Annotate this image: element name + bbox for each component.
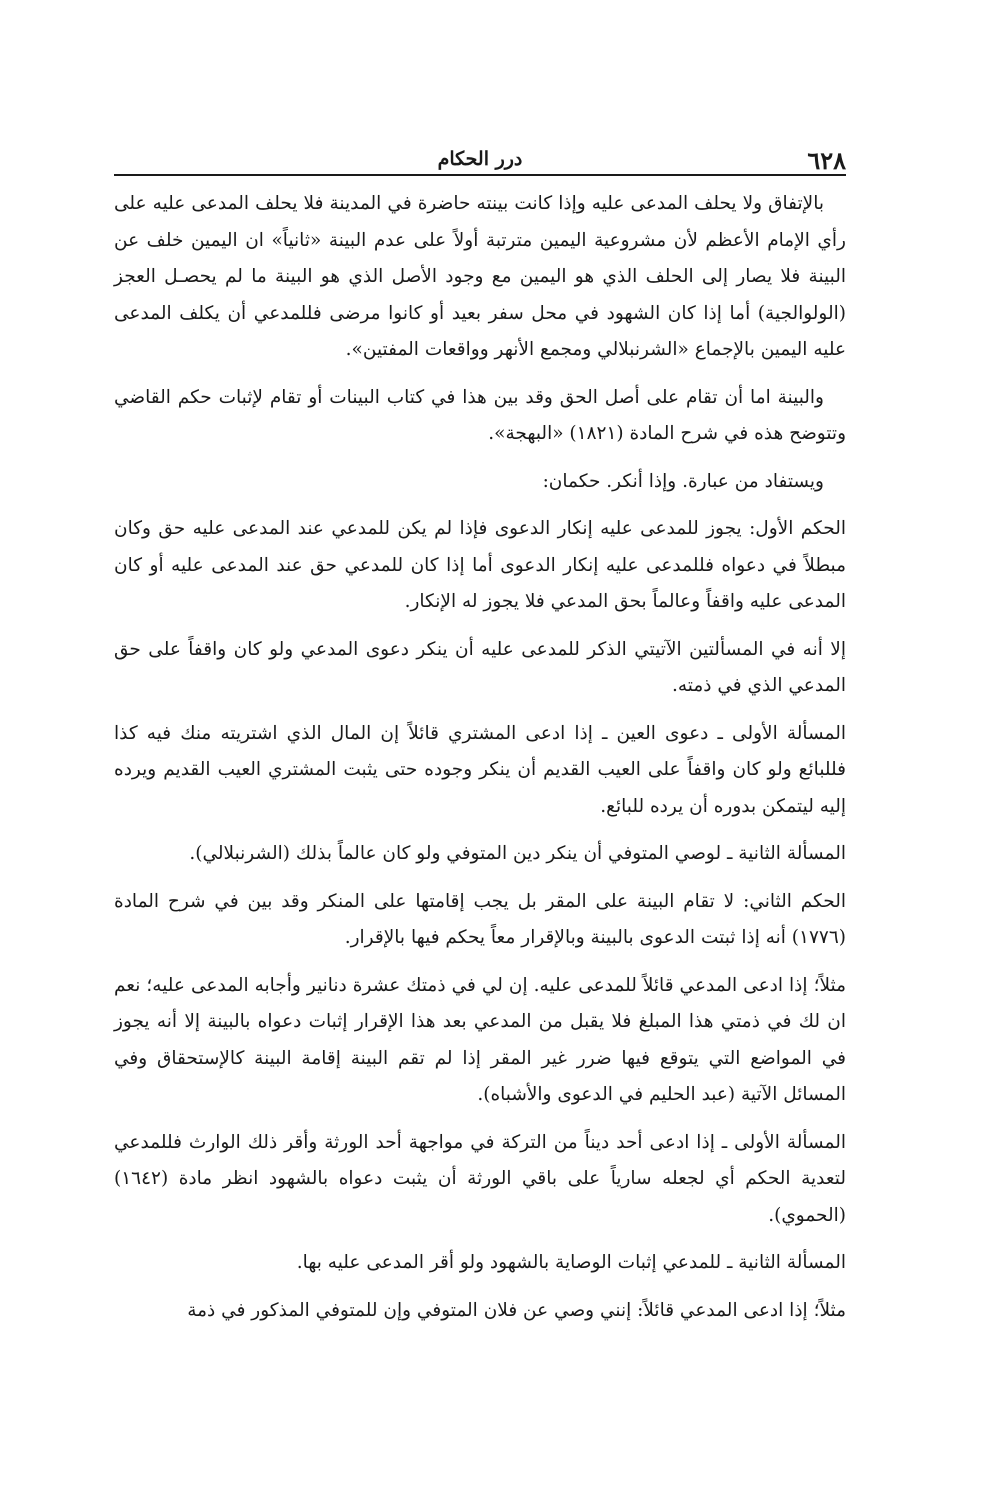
header-rule — [114, 174, 846, 176]
body-text — [114, 186, 846, 1340]
page-header — [114, 142, 846, 178]
paragraph: المسألة الثانية ـ للمدعي إثبات الوصاية بالشهود ولو أقر المدعى عليه بها. — [296, 1252, 846, 1273]
paragraph: بالإتفاق ولا يحلف المدعى عليه وإذا كانت بينته حاضرة في المدينة فلا يحلف المدعى عليه على رأي الإمام الأعظم لأن مشروعية اليمين مترتبة أولاً على عدم البينة «ثانياً» ان اليمين خلف عن البينة فلا يصار إلى الحلف الذي هو اليمين مع وجود الأصل الذي هو البينة ما لم يحصـل العجز (الولوالجية) أما إذا كان الشهود في محل سفر بعيد أو كانوا مرضى فللمدعي أن يكلف المدعى عليه اليمين بالإجماع «الشرنبلالي ومجمع الأنهر وواقعات المفتين». — [114, 193, 846, 360]
paragraph: المسألة الأولى ـ إذا ادعى أحد ديناً من التركة في مواجهة أحد الورثة وأقر ذلك الوارث فللمدعي لتعدية الحكم أي لجعله سارياً على باقي الورثة أن يثبت دعواه بالشهود انظر مادة (١٦٤٢) (الحموي). — [114, 1131, 846, 1226]
running-title: درر الحكام — [437, 148, 523, 170]
paragraph: مثلاً؛ إذا ادعى المدعي قائلاً: إنني وصي عن فلان المتوفي وإن للمتوفي المذكور في ذمة — [187, 1299, 846, 1321]
page-number: ٦٢٨ — [807, 146, 846, 175]
paragraph: المسألة الأولى ـ دعوى العين ـ إذا ادعى المشتري قائلاً إن المال الذي اشتريته منك فيه كذا فللبائع ولو كان واقفاً على العيب القديم أن ينكر وجوده حتى يثبت المشتري العيب القديم ويرده إليه ليتمكن بدوره أن يرده للبائع. — [114, 722, 846, 817]
paragraph: ويستفاد من عبارة. وإذا أنكر. حكمان: — [542, 470, 824, 492]
paragraph: الحكم الثاني: لا تقام البينة على المقر بل يجب إقامتها على المنكر وقد بين في شرح المادة (١٧٧٦) أنه إذا ثبتت الدعوى بالبينة وبالإقرار معاً يحكم فيها بالإقرار. — [114, 890, 846, 948]
paragraph: المسألة الثانية ـ لوصي المتوفي أن ينكر دين المتوفي ولو كان عالماً بذلك (الشرنبلالي). — [189, 843, 846, 864]
paragraph: والبينة اما أن تقام على أصل الحق وقد بين هذا في كتاب البينات أو تقام لإثبات حكم القاضي وتتوضح هذه في شرح المادة (١٨٢١) «البهجة». — [114, 386, 846, 444]
paragraph: الحكم الأول: يجوز للمدعى عليه إنكار الدعوى فإذا لم يكن للمدعي عند المدعى عليه حق وكان مبطلاً في دعواه فللمدعى عليه إنكار الدعوى أما إذا كان للمدعي حق عند المدعى عليه أو كان المدعى عليه واقفاً وعالماً بحق المدعي فلا يجوز له الإنكار. — [114, 518, 846, 612]
paragraph: إلا أنه في المسألتين الآتيتي الذكر للمدعى عليه أن ينكر دعوى المدعي ولو كان واقفاً على حق المدعي الذي في ذمته. — [114, 638, 846, 696]
paragraph: مثلاً؛ إذا ادعى المدعي قائلاً للمدعى عليه. إن لي في ذمتك عشرة دنانير وأجابه المدعى عليه؛ نعم ان لك في ذمتي هذا المبلغ فلا يقبل من المدعي بعد هذا الإقرار إثبات دعواه بالبينة إلا أنه يجوز في المواضع التي يتوقع فيها ضرر غير المقر إذا لم تقم البينة إقامة البينة كالإستحقاق وفي المسائل الآتية (عبد الحليم في الدعوى والأشباه). — [114, 974, 846, 1105]
